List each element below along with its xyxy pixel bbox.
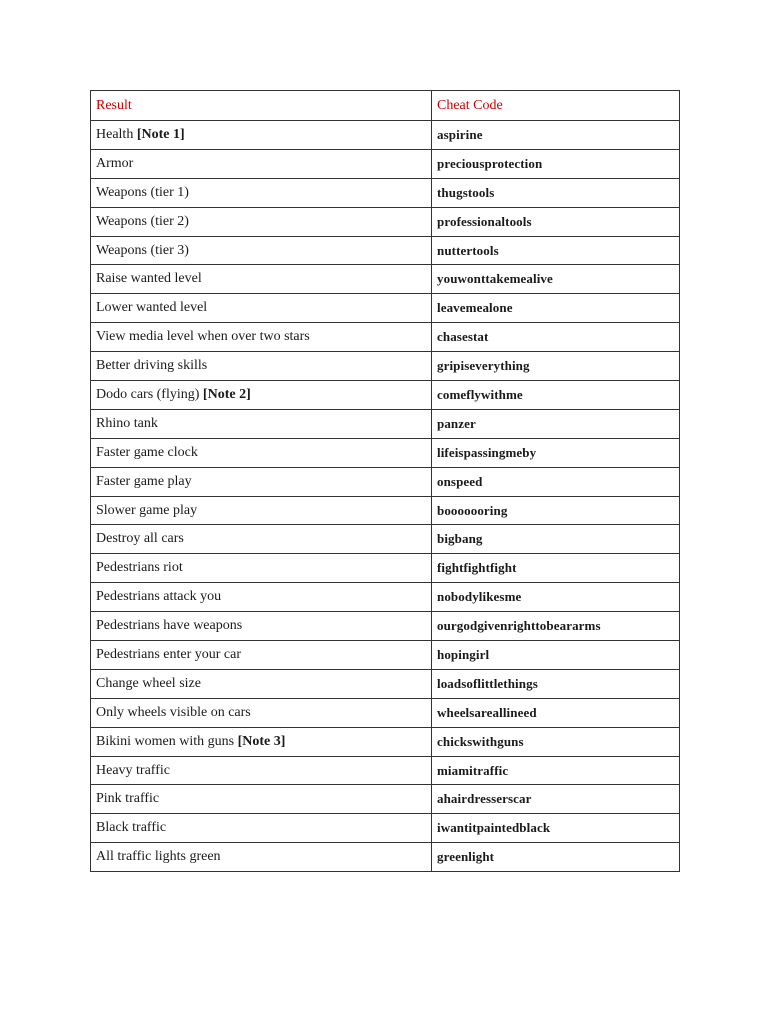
result-cell — [91, 467, 432, 496]
result-cell — [91, 323, 432, 352]
cheat-code-cell: ourgodgivenrighttobeararms — [432, 612, 680, 641]
table-row — [91, 814, 680, 843]
table-body — [91, 91, 680, 872]
table-row — [91, 583, 680, 612]
result-cell — [91, 496, 432, 525]
result-text: Slower game play — [96, 502, 198, 518]
result-text: Pedestrians enter your car — [96, 646, 241, 662]
table-row — [91, 698, 680, 727]
table-header-row — [91, 91, 680, 121]
cheat-code-cell: ahairdresserscar — [432, 785, 680, 814]
table-row — [91, 641, 680, 670]
cheat-code-cell: youwonttakemealive — [432, 265, 680, 294]
table-row — [91, 438, 680, 467]
result-text: Pedestrians attack you — [96, 589, 222, 605]
header-result: Result — [91, 91, 432, 121]
note-reference: [Note 3] — [237, 733, 286, 749]
result-text: Armor — [96, 155, 134, 171]
result-cell — [91, 583, 432, 612]
result-cell — [91, 438, 432, 467]
table-row — [91, 669, 680, 698]
cheat-code-cell: preciousprotection — [432, 149, 680, 178]
table-row — [91, 381, 680, 410]
table-row — [91, 554, 680, 583]
result-text: Rhino tank — [96, 415, 158, 431]
cheat-code-cell: professionaltools — [432, 207, 680, 236]
result-cell — [91, 814, 432, 843]
result-cell — [91, 265, 432, 294]
cheat-code-cell: lifeispassingmeby — [432, 438, 680, 467]
result-text: Pedestrians have weapons — [96, 618, 243, 634]
result-cell — [91, 641, 432, 670]
note-reference: [Note 1] — [136, 126, 185, 142]
result-cell — [91, 554, 432, 583]
table-row — [91, 265, 680, 294]
table-row — [91, 727, 680, 756]
result-text: Weapons (tier 2) — [96, 213, 189, 229]
result-text: Lower wanted level — [96, 300, 208, 316]
table-row — [91, 467, 680, 496]
table-row — [91, 294, 680, 323]
note-reference: [Note 2] — [202, 386, 251, 402]
table-row — [91, 785, 680, 814]
cheat-code-cell: miamitraffic — [432, 756, 680, 785]
cheat-code-table — [90, 90, 680, 872]
result-cell — [91, 236, 432, 265]
result-text: Health — [96, 126, 134, 142]
table-row — [91, 121, 680, 150]
header-cheat-code: Cheat Code — [432, 91, 680, 121]
table-row — [91, 236, 680, 265]
cheat-code-cell: aspirine — [432, 121, 680, 150]
result-text: Faster game play — [96, 473, 192, 489]
cheat-code-cell: iwantitpaintedblack — [432, 814, 680, 843]
result-text: Destroy all cars — [96, 531, 184, 547]
cheat-code-cell: leavemealone — [432, 294, 680, 323]
cheat-code-cell: thugstools — [432, 178, 680, 207]
table-row — [91, 352, 680, 381]
cheat-code-cell: wheelsareallineed — [432, 698, 680, 727]
result-cell — [91, 149, 432, 178]
result-text: Faster game clock — [96, 444, 198, 460]
cheat-code-cell: chasestat — [432, 323, 680, 352]
cheat-code-cell: greenlight — [432, 843, 680, 872]
result-text: View media level when over two stars — [96, 329, 310, 345]
result-cell — [91, 381, 432, 410]
cheat-code-cell: nobodylikesme — [432, 583, 680, 612]
cheat-code-cell: panzer — [432, 409, 680, 438]
result-text: Heavy traffic — [96, 762, 170, 778]
cheat-code-cell: nuttertools — [432, 236, 680, 265]
cheat-code-cell: bigbang — [432, 525, 680, 554]
result-text: Dodo cars (flying) — [96, 386, 200, 402]
table-row — [91, 207, 680, 236]
result-cell — [91, 756, 432, 785]
result-text: All traffic lights green — [96, 849, 221, 865]
table-row — [91, 525, 680, 554]
table-row — [91, 149, 680, 178]
result-cell — [91, 409, 432, 438]
cheat-code-cell: booooooring — [432, 496, 680, 525]
result-cell — [91, 727, 432, 756]
table-row — [91, 612, 680, 641]
result-cell — [91, 121, 432, 150]
result-text: Weapons (tier 1) — [96, 184, 189, 200]
cheat-code-cell: chickswithguns — [432, 727, 680, 756]
cheat-code-cell: comeflywithme — [432, 381, 680, 410]
result-text: Pedestrians riot — [96, 560, 183, 576]
table-row — [91, 409, 680, 438]
result-cell — [91, 178, 432, 207]
table-row — [91, 178, 680, 207]
result-text: Bikini women with guns — [96, 733, 235, 749]
result-text: Raise wanted level — [96, 271, 202, 287]
result-text: Only wheels visible on cars — [96, 704, 251, 720]
result-text: Weapons (tier 3) — [96, 242, 189, 258]
cheat-code-cell: hopingirl — [432, 641, 680, 670]
table-row — [91, 496, 680, 525]
result-cell — [91, 525, 432, 554]
cheat-code-cell: gripiseverything — [432, 352, 680, 381]
result-cell — [91, 843, 432, 872]
result-cell — [91, 612, 432, 641]
result-text: Pink traffic — [96, 791, 160, 807]
result-cell — [91, 207, 432, 236]
table-row — [91, 323, 680, 352]
cheat-code-cell: onspeed — [432, 467, 680, 496]
result-cell — [91, 294, 432, 323]
cheat-code-cell: loadsoflittlethings — [432, 669, 680, 698]
table-row — [91, 843, 680, 872]
table-row — [91, 756, 680, 785]
result-text: Better driving skills — [96, 358, 208, 374]
result-cell — [91, 352, 432, 381]
cheat-code-cell: fightfightfight — [432, 554, 680, 583]
result-text: Black traffic — [96, 820, 167, 836]
result-text: Change wheel size — [96, 675, 201, 691]
result-cell — [91, 785, 432, 814]
result-cell — [91, 698, 432, 727]
result-cell — [91, 669, 432, 698]
